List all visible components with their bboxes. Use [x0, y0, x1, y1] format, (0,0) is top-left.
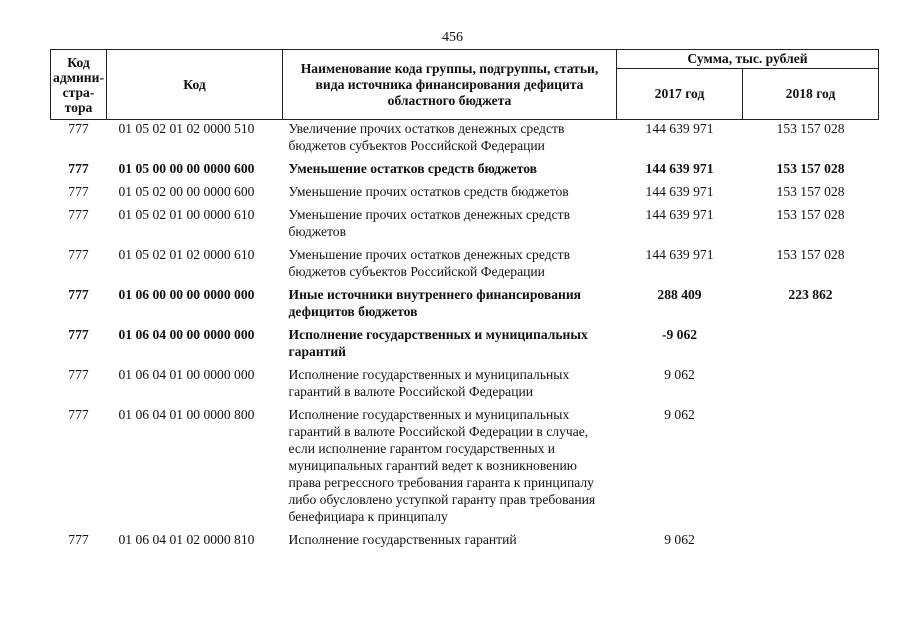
table-row — [51, 284, 879, 324]
table-row — [51, 529, 879, 552]
admin-code-cell: 777 — [68, 327, 89, 342]
table-row — [51, 120, 879, 159]
code-cell: 01 05 00 00 00 0000 600 — [118, 161, 255, 176]
amount-2018-cell: 153 157 028 — [776, 184, 845, 199]
table-row — [51, 204, 879, 244]
name-cell: Исполнение государственных и муниципальных гарантий — [288, 327, 588, 359]
table-header — [51, 50, 879, 120]
name-cell: Уменьшение прочих остатков денежных средств бюджетов субъектов Российской Федерации — [288, 247, 571, 279]
code-cell: 01 06 04 00 00 0000 000 — [118, 327, 255, 342]
amount-2017-cell: 288 409 — [657, 287, 702, 302]
code-cell: 01 05 02 01 02 0000 510 — [118, 121, 255, 136]
table-body — [51, 120, 879, 553]
table-row — [51, 244, 879, 284]
amount-2017-cell: 144 639 971 — [645, 207, 714, 222]
code-cell: 01 06 04 01 00 0000 000 — [118, 367, 255, 382]
admin-code-cell: 777 — [68, 247, 89, 262]
name-cell: Иные источники внутреннего финансирования дефицитов бюджетов — [288, 287, 582, 319]
admin-code-cell: 777 — [68, 407, 89, 422]
name-cell: Увеличение прочих остатков денежных средств бюджетов субъектов Российской Федерации — [288, 121, 565, 153]
name-cell: Исполнение государственных и муниципальных гарантий в валюте Российской Федерации — [288, 367, 570, 399]
table-row — [51, 404, 879, 529]
amount-2018-cell: 153 157 028 — [776, 207, 845, 222]
amount-2017-cell: 144 639 971 — [645, 184, 714, 199]
admin-code-cell: 777 — [68, 532, 89, 547]
amount-2018-cell: 153 157 028 — [776, 247, 845, 262]
code-cell: 01 06 04 01 02 0000 810 — [118, 532, 255, 547]
name-cell: Уменьшение прочих остатков средств бюджетов — [288, 184, 569, 199]
table-row — [51, 158, 879, 181]
header-code: Код — [107, 50, 283, 120]
amount-2018-cell: 153 157 028 — [776, 121, 845, 136]
name-cell: Уменьшение прочих остатков денежных средств бюджетов — [288, 207, 571, 239]
amount-2018-cell: 223 862 — [788, 287, 833, 302]
amount-2017-cell: 9 062 — [664, 532, 695, 547]
table-row — [51, 364, 879, 404]
amount-2017-cell: 144 639 971 — [645, 161, 714, 176]
header-admin-code: Код админи-стра-тора — [51, 50, 107, 120]
amount-2017-cell: 9 062 — [664, 407, 695, 422]
code-cell: 01 06 04 01 00 0000 800 — [118, 407, 255, 422]
amount-2018-cell — [743, 404, 879, 529]
amount-2018-cell: 153 157 028 — [776, 161, 845, 176]
amount-2018-cell — [743, 529, 879, 552]
amount-2018-cell — [743, 324, 879, 364]
header-year-2017: 2017 год — [617, 69, 743, 120]
code-cell: 01 06 00 00 00 0000 000 — [118, 287, 255, 302]
admin-code-cell: 777 — [68, 367, 89, 382]
header-name: Наименование кода группы, подгруппы, статьи, вида источника финансирования дефицита областного бюджета — [283, 50, 617, 120]
code-cell: 01 05 02 01 00 0000 610 — [118, 207, 255, 222]
table-row — [51, 181, 879, 204]
page-number: 456 — [442, 30, 463, 45]
admin-code-cell: 777 — [68, 121, 89, 136]
table-row — [51, 324, 879, 364]
code-cell: 01 05 02 01 02 0000 610 — [118, 247, 255, 262]
name-cell: Уменьшение остатков средств бюджетов — [288, 161, 537, 176]
amount-2017-cell: 144 639 971 — [645, 247, 714, 262]
amount-2018-cell — [743, 364, 879, 404]
admin-code-cell: 777 — [68, 184, 89, 199]
name-cell: Исполнение государственных и муниципальных гарантий в валюте Российской Федерации в случае, если исполнение гарантом государственных и муниципальных гарантий ведет к возникновению права регрессного требования гаранта к принципалу либо обусловлено уступкой гаранту прав требования бенефициара к принципалу — [288, 407, 596, 524]
amount-2017-cell: 144 639 971 — [645, 121, 714, 136]
name-cell: Исполнение государственных гарантий — [288, 532, 517, 547]
amount-2017-cell: 9 062 — [664, 367, 695, 382]
admin-code-cell: 777 — [68, 161, 89, 176]
budget-sources-table — [50, 49, 879, 552]
code-cell: 01 05 02 00 00 0000 600 — [118, 184, 255, 199]
header-year-2018: 2018 год — [743, 69, 879, 120]
amount-2017-cell: -9 062 — [661, 327, 698, 342]
admin-code-cell: 777 — [68, 287, 89, 302]
header-sum: Сумма, тыс. рублей — [617, 50, 879, 69]
admin-code-cell: 777 — [68, 207, 89, 222]
